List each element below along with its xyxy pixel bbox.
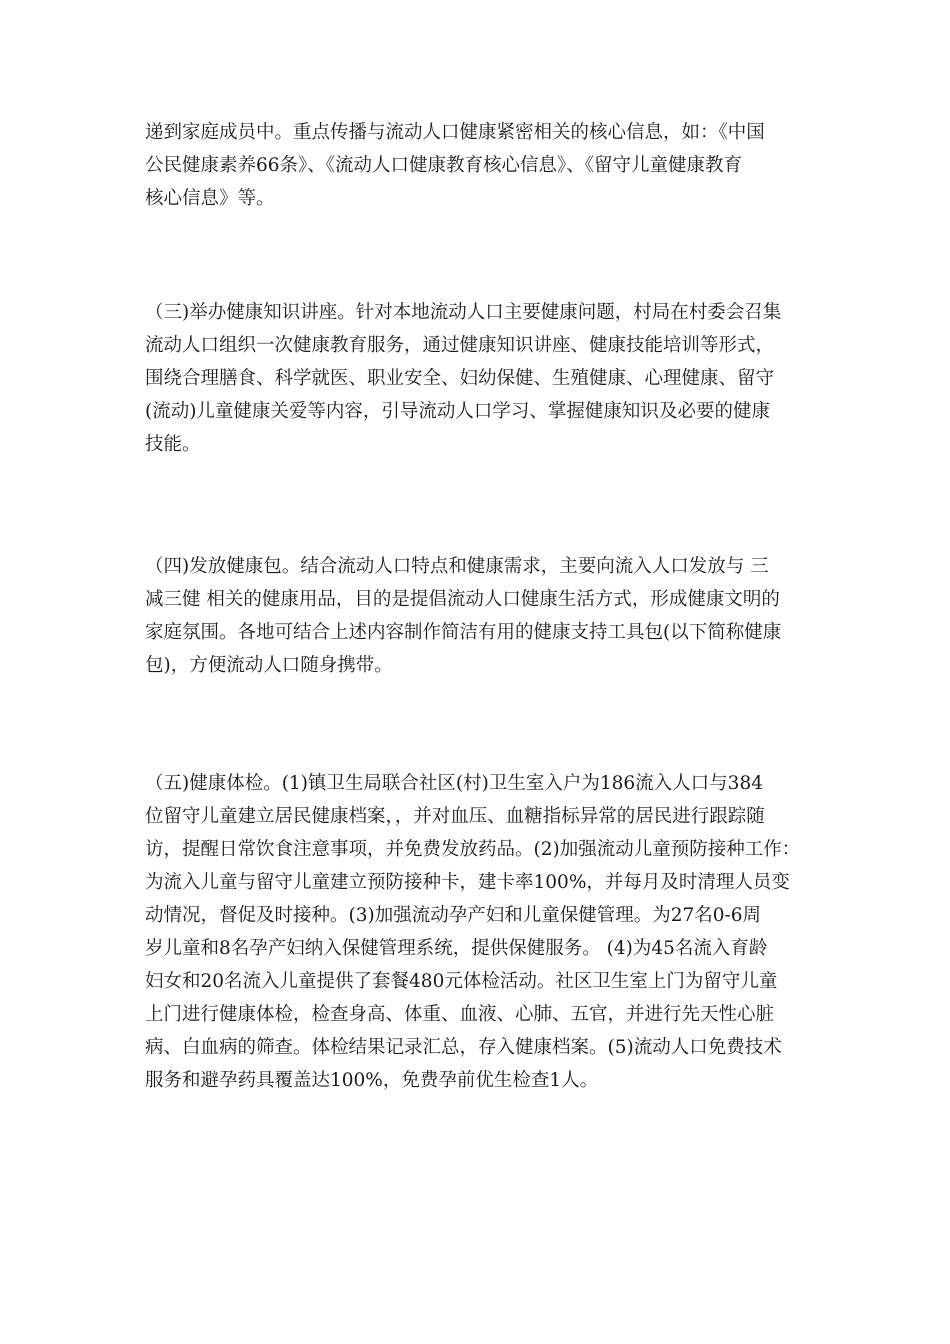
text-line: 围绕合理膳食、科学就医、职业安全、妇幼保健、生殖健康、心理健康、留守 [145, 368, 775, 389]
text-line: 上门进行健康体检，检查身高、体重、血液、心肺、五官，并进行先天性心脏 [145, 1004, 775, 1025]
text-line: 为流入儿童与留守儿童建立预防接种卡，建卡率100%，并每月及时清理人员变 [145, 872, 790, 893]
paragraph-health-package [145, 550, 815, 682]
text-line: （三)举办健康知识讲座。针对本地流动人口主要健康问题，村局在村委会召集 [145, 302, 782, 323]
text-line: 减三健 相关的健康用品，目的是提倡流动人口健康生活方式，形成健康文明的 [145, 589, 780, 610]
text-line: 动情况，督促及时接种。(3)加强流动孕产妇和儿童保健管理。为27名0-6周 [145, 905, 762, 926]
text-line: （五)健康体检。(1)镇卫生局联合社区(村)卫生室入户为186流入人口与384 [145, 773, 763, 794]
text-line: 包)，方便流动人口随身携带。 [145, 655, 393, 676]
text-line: 访，提醒日常饮食注意事项，并免费发放药品。(2)加强流动儿童预防接种工作： [145, 839, 801, 860]
text-line: 流动人口组织一次健康教育服务，通过健康知识讲座、健康技能培训等形式， [145, 335, 775, 356]
paragraph-core-info [145, 116, 815, 215]
text-line: 递到家庭成员中。重点传播与流动人口健康紧密相关的核心信息，如：《中国 [145, 122, 765, 143]
text-line: 公民健康素养66条》、《流动人口健康教育核心信息》、《留守儿童健康教育 [145, 155, 743, 176]
text-line: （四)发放健康包。结合流动人口特点和健康需求，主要向流入人口发放与 三 [145, 556, 769, 577]
text-line: 核心信息》等。 [145, 188, 275, 209]
text-line: 技能。 [145, 434, 201, 455]
text-line: 位留守儿童建立居民健康档案，，并对血压、血糖指标异常的居民进行跟踪随 [145, 806, 765, 827]
text-line: 岁儿童和8名孕产妇纳入保健管理系统，提供保健服务。 (4)为45名流入育龄 [145, 938, 768, 959]
text-line: 家庭氛围。各地可结合上述内容制作简洁有用的健康支持工具包(以下简称健康 [145, 622, 782, 643]
paragraph-health-checkup [145, 767, 815, 1097]
text-line: 服务和避孕药具覆盖达100%，免费孕前优生检查1人。 [145, 1070, 599, 1091]
text-line: (流动)儿童健康关爱等内容，引导流动人口学习、掌握健康知识及必要的健康 [145, 401, 770, 422]
paragraph-health-lecture [145, 296, 815, 461]
text-line: 妇女和20名流入儿童提供了套餐480元体检活动。社区卫生室上门为留守儿童 [145, 971, 778, 992]
text-line: 病、白血病的筛查。体检结果记录汇总，存入健康档案。(5)流动人口免费技术 [145, 1037, 782, 1058]
